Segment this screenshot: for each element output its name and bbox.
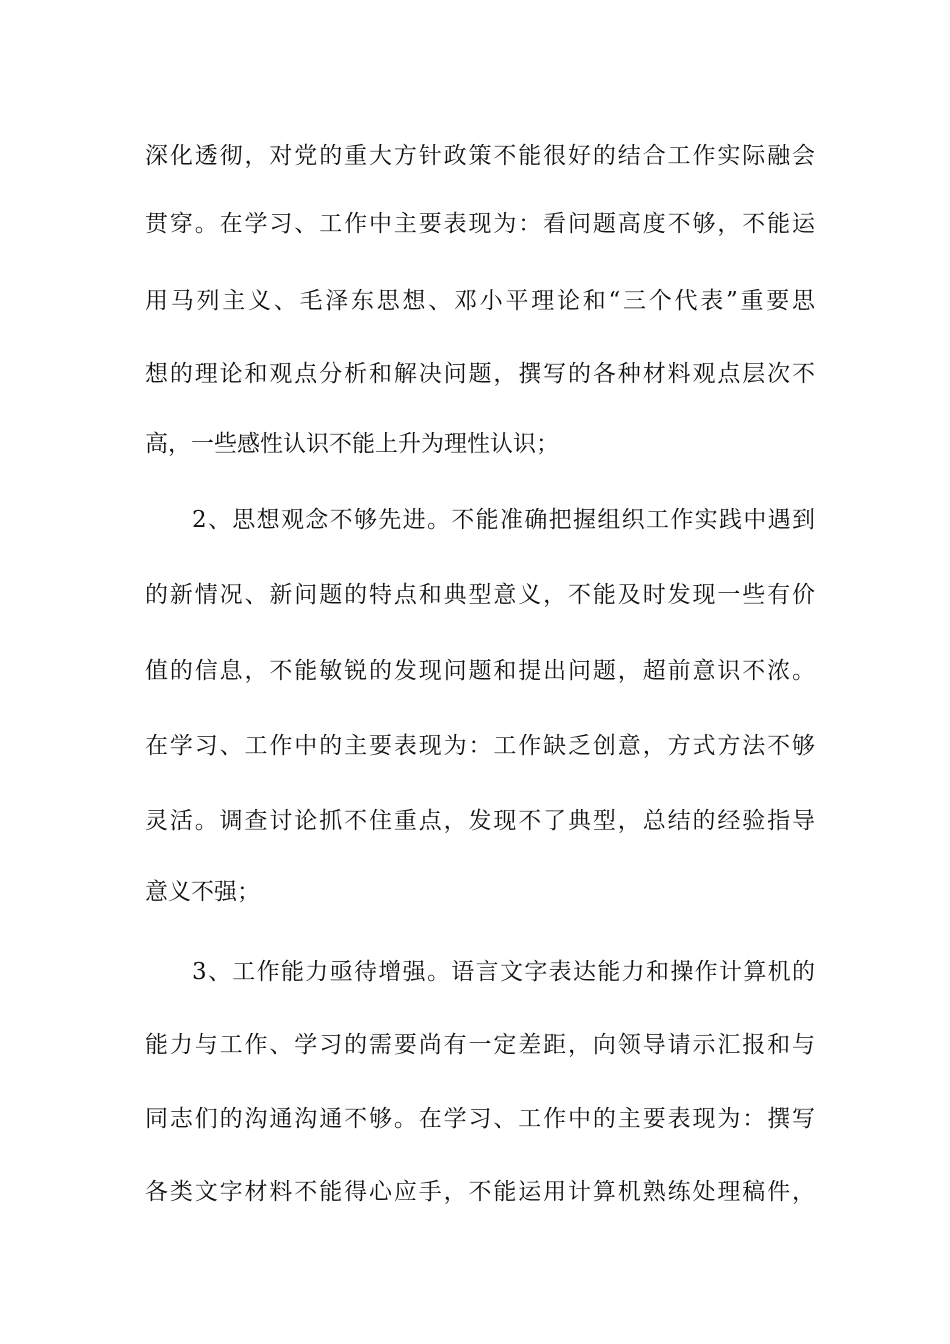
text-line: 能力与工作、学习的需要尚有一定差距，向领导请示汇报和与: [145, 1032, 815, 1058]
text-line: 在学习、工作中的主要表现为：工作缺乏创意，方式方法不够: [145, 733, 815, 759]
paragraph-start-line: 3、工作能力亟待增强。语言文字表达能力和操作计算机的: [192, 959, 815, 985]
text-line: 高，一些感性认识不能上升为理性认识；: [145, 431, 559, 457]
text-line: 的新情况、新问题的特点和典型意义，不能及时发现一些有价: [145, 582, 815, 608]
text-line: 同志们的沟通沟通不够。在学习、工作中的主要表现为：撰写: [145, 1106, 815, 1132]
text-line: 想的理论和观点分析和解决问题，撰写的各种材料观点层次不: [145, 361, 815, 387]
text-line: 意义不强；: [145, 879, 260, 905]
text-line: 用马列主义、毛泽东思想、邓小平理论和“三个代表”重要思: [145, 288, 815, 314]
paragraph-start-line: 2、思想观念不够先进。不能准确把握组织工作实践中遇到: [192, 507, 815, 533]
text-line: 贯穿。在学习、工作中主要表现为：看问题高度不够，不能运: [145, 211, 815, 237]
text-line: 各类文字材料不能得心应手，不能运用计算机熟练处理稿件，: [145, 1179, 815, 1205]
text-line: 值的信息，不能敏锐的发现问题和提出问题，超前意识不浓。: [145, 658, 815, 684]
text-line: 灵活。调查讨论抓不住重点，发现不了典型，总结的经验指导: [145, 808, 815, 834]
text-line: 深化透彻，对党的重大方针政策不能很好的结合工作实际融会: [145, 143, 815, 169]
